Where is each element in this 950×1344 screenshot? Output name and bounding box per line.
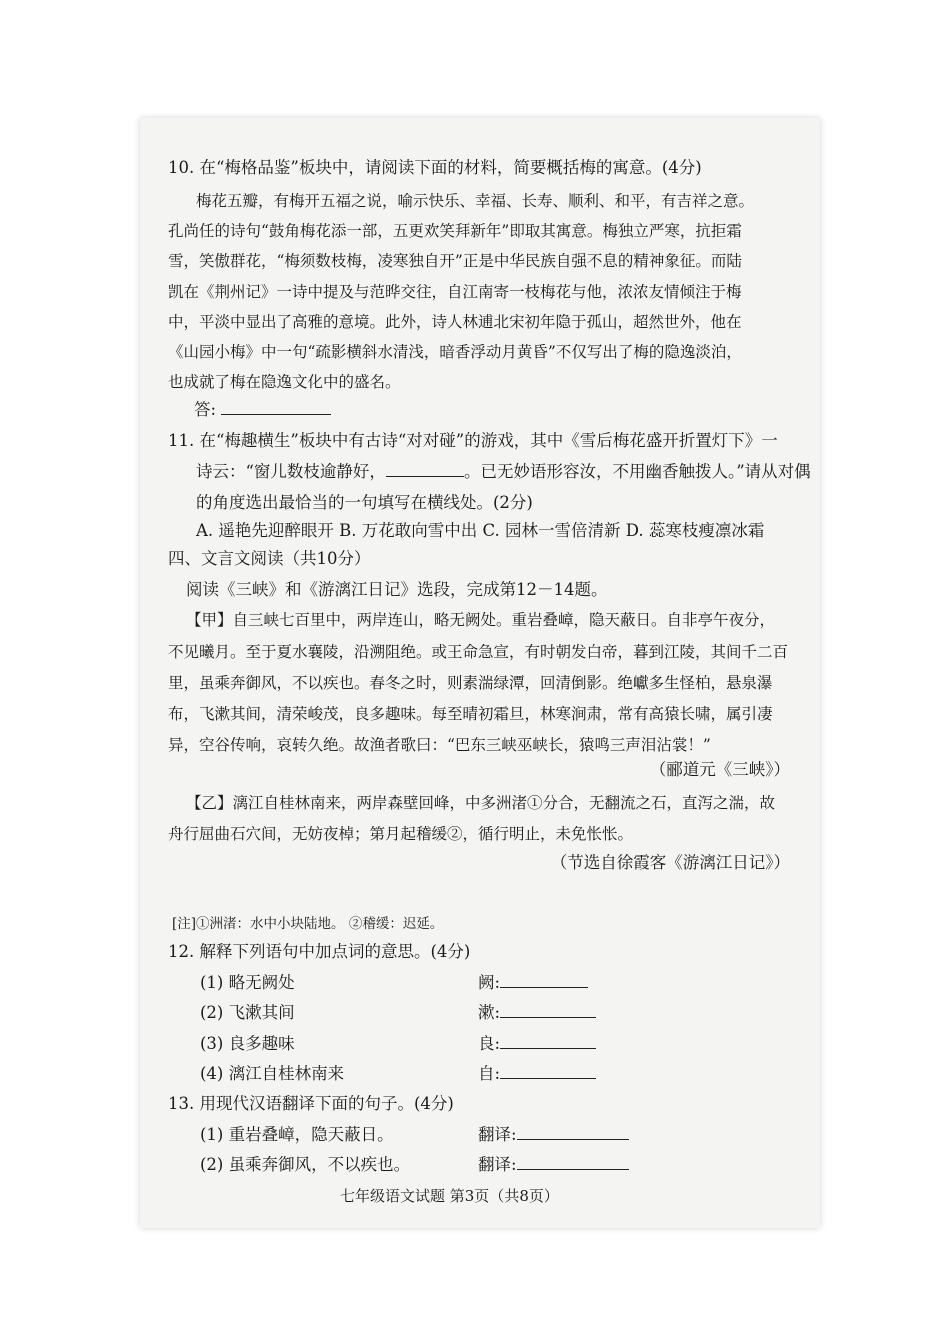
q10-line: 凯在《荆州记》一诗中提及与范晔交往，自江南寄一枝梅花与他，浓浓友情倾注于梅 — [168, 283, 742, 301]
q11-line — [196, 462, 811, 482]
q13-label: 翻译: — [478, 1125, 517, 1144]
q12-item: (4) 漓江自桂林南来 — [200, 1064, 345, 1083]
q11-text-b: 。已无妙语形容汝，不用幽香触拨人。”请从对偶 — [463, 462, 811, 481]
page-footer: 七年级语文试题 第3页（共8页） — [340, 1187, 559, 1205]
q10-line: 梅花五瓣，有梅开五福之说，喻示快乐、幸福、长寿、顺利、和平，有吉祥之意。 — [196, 192, 755, 210]
q11-blank[interactable] — [386, 462, 464, 477]
jia-line: 【甲】自三峡七百里中，两岸连山，略无阙处。重岩叠嶂，隐天蔽日。自非亭午夜分， — [186, 611, 776, 629]
jia-line: 异，空谷传响，哀转久绝。故渔者歌曰：“巴东三峡巫峡长，猿鸣三声泪沾裳！” — [168, 736, 711, 754]
q10-line: 也成就了梅在隐逸文化中的盛名。 — [168, 373, 401, 391]
q11-line: 11. 在“梅趣横生”板块中有古诗“对对碰”的游戏，其中《雪后梅花盛开折置灯下》一 — [168, 431, 778, 450]
q10-stem: 10. 在“梅格品鉴”板块中，请阅读下面的材料，简要概括梅的寓意。(4分) — [168, 158, 702, 177]
q12-blank[interactable] — [500, 1064, 596, 1079]
q12-label: 阙: — [478, 973, 501, 992]
yi-line: 【乙】漓江自桂林南来，两岸森壁回峰，中多洲渚①分合，无翻流之石，直泻之湍，故 — [186, 794, 776, 812]
q11-text-a: 诗云：“窗儿数枝逾静好， — [196, 462, 386, 481]
q10-line: 中，平淡中显出了高雅的意境。此外，诗人林逋北宋初年隐于孤山，超然世外，他在 — [168, 313, 742, 331]
q12-answer — [478, 973, 588, 993]
q12-item: (2) 飞漱其间 — [200, 1003, 295, 1022]
yi-line: 舟行屈曲石穴间，无妨夜棹；第月起稽缓②，循行明止，未免怅怅。 — [168, 825, 634, 843]
q12-item: (1) 略无阙处 — [200, 973, 295, 992]
q10-line: 《山园小梅》中一句“疏影横斜水清浅，暗香浮动月黄昏”不仅写出了梅的隐逸淡泊， — [168, 343, 742, 361]
q11-line: 的角度选出最恰当的一句填写在横线处。(2分) — [196, 493, 533, 512]
q12-stem: 12. 解释下列语句中加点词的意思。(4分) — [168, 942, 471, 961]
q12-blank[interactable] — [500, 1034, 596, 1049]
jia-line: 不见曦月。至于夏水襄陵，沿溯阻绝。或王命急宣，有时朝发白帝，暮到江陵，其间千二百 — [168, 643, 789, 661]
q13-blank[interactable] — [517, 1125, 629, 1140]
q12-answer — [478, 1034, 596, 1054]
q13-item: (2) 虽乘奔御风，不以疾也。 — [200, 1155, 411, 1174]
q12-label: 自: — [478, 1064, 501, 1083]
q12-blank[interactable] — [500, 973, 588, 988]
q10-line: 孔尚任的诗句“鼓角梅花添一部，五更欢笑拜新年”即取其寓意。梅独立严寒，抗拒霜 — [168, 222, 742, 240]
q13-stem: 13. 用现代汉语翻译下面的句子。(4分) — [168, 1094, 454, 1113]
jia-line: 里，虽乘奔御风，不以疾也。春冬之时，则素湍绿潭，回清倒影。绝巘多生怪柏，悬泉瀑 — [168, 674, 773, 692]
q10-line: 雪，笑傲群花，“梅须数枝梅，凌寒独自开”正是中华民族自强不息的精神象征。而陆 — [168, 252, 742, 270]
section-heading: 四、文言文阅读（共10分） — [168, 549, 371, 568]
q13-answer — [478, 1125, 629, 1145]
jia-line: 布，飞漱其间，清荣峻茂，良多趣味。每至晴初霜旦，林寒涧肃，常有高猿长啸，属引凄 — [168, 705, 773, 723]
q13-answer — [478, 1155, 629, 1175]
q13-item: (1) 重岩叠嶂，隐天蔽日。 — [200, 1125, 394, 1144]
q13-blank[interactable] — [517, 1155, 629, 1170]
section-intro: 阅读《三峡》和《游漓江日记》选段，完成第12－14题。 — [186, 580, 608, 599]
yi-source: （节选自徐霞客《游漓江日记》） — [550, 853, 790, 872]
q12-answer — [478, 1064, 596, 1084]
jia-source: （郦道元《三峡》） — [649, 760, 790, 779]
footnote: [注]①洲渚：水中小块陆地。 ②稽缓：迟延。 — [172, 916, 444, 932]
q12-item: (3) 良多趣味 — [200, 1034, 295, 1053]
q12-blank[interactable] — [500, 1003, 596, 1018]
q12-label: 良: — [478, 1034, 501, 1053]
q10-answer — [194, 400, 331, 420]
q12-label: 漱: — [478, 1003, 501, 1022]
answer-label: 答: — [194, 400, 217, 419]
answer-blank[interactable] — [221, 400, 331, 415]
q11-options: A. 遥艳先迎醉眼开 B. 万花敢向雪中出 C. 园林一雪倍清新 D. 蕊寒枝瘦凛冰霜 — [196, 521, 765, 540]
q12-answer — [478, 1003, 596, 1023]
q13-label: 翻译: — [478, 1155, 517, 1174]
